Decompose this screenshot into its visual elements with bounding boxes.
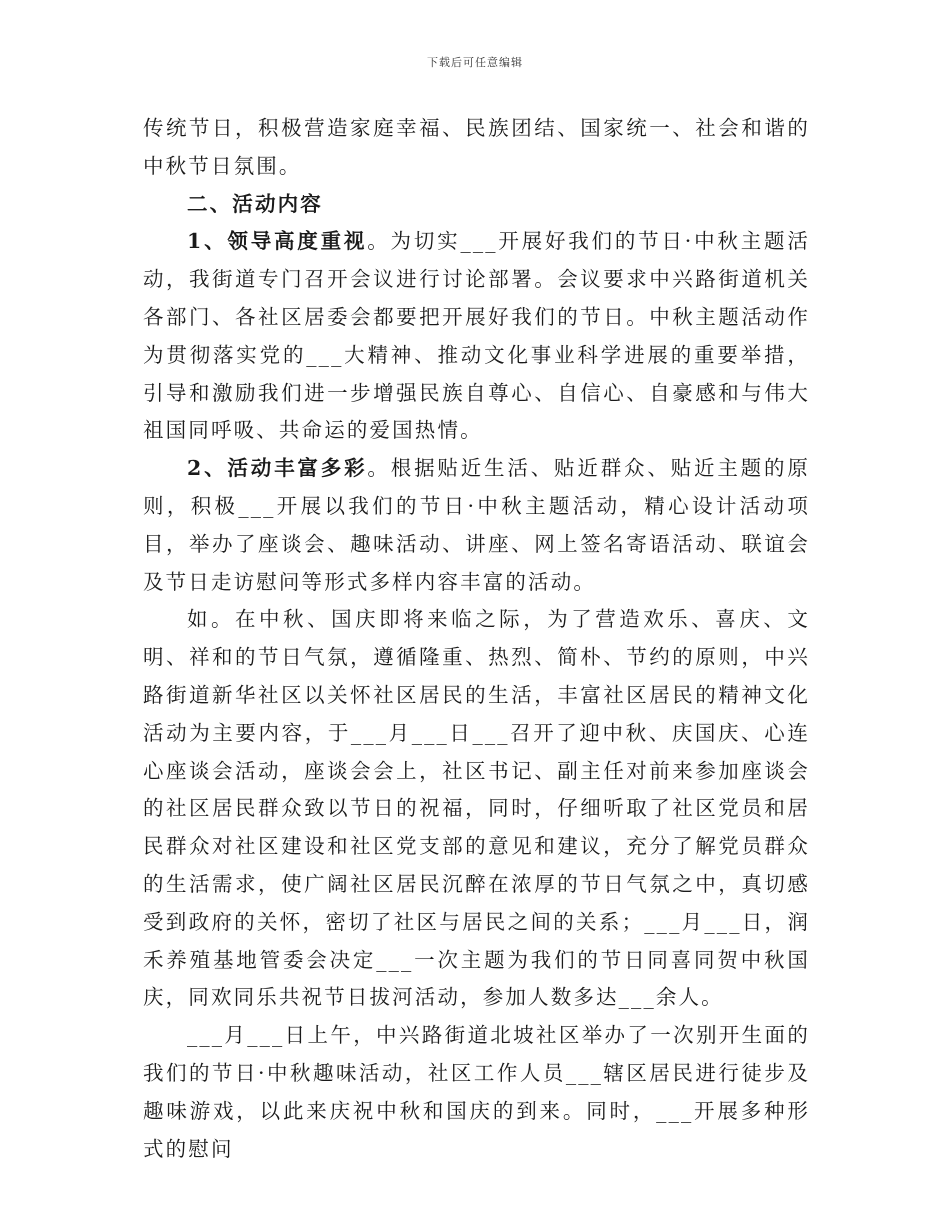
document-body — [143, 110, 810, 1168]
section-title-activity-content: 二、活动内容 — [187, 191, 323, 216]
paragraph-activities — [143, 450, 810, 601]
paragraph-continuation: 传统节日，积极营造家庭幸福、民族团结、国家统一、社会和谐的中秋节日氛围。 — [143, 116, 810, 178]
paragraph-leadership-lead: 1、领导高度重视 — [187, 229, 368, 254]
header-note: 下载后可任意编辑 — [427, 56, 523, 69]
paragraph-beipo: ___月___日上午，中兴路街道北坡社区举办了一次别开生面的我们的节日·中秋趣味活动，社区工作人员___辖区居民进行徒步及趣味游戏，以此来庆祝中秋和国庆的到来。同时，___开展多种形式的慰问 — [143, 1023, 810, 1161]
paragraph-leadership-text: 。为切实___开展好我们的节日·中秋主题活动，我街道专门召开会议进行讨论部署。会议要求中兴路街道机关各部门、各社区居委会都要把开展好我们的节日。中秋主题活动作为贯彻落实党的___大精神、推动文化事业科学进展的重要举措，引导和激励我们进一步增强民族自尊心、自信心、自豪感和与伟大祖国同呼吸、共命运的爱国热情。 — [143, 229, 810, 443]
paragraph-leadership — [143, 223, 810, 450]
paragraph-activities-lead: 2、活动丰富多彩 — [187, 456, 368, 481]
paragraph-activities-text: 。根据贴近生活、贴近群众、贴近主题的原则，积极___开展以我们的节日·中秋主题活动，精心设计活动项目，举办了座谈会、趣味活动、讲座、网上签名寄语活动、联谊会及节日走访慰问等形式多样内容丰富的活动。 — [143, 456, 810, 594]
paragraph-example: 如。在中秋、国庆即将来临之际，为了营造欢乐、喜庆、文明、祥和的节日气氛，遵循隆重、热烈、简朴、节约的原则，中兴路街道新华社区以关怀社区居民的生活，丰富社区居民的精神文化活动为主要内容，于___月___日___召开了迎中秋、庆国庆、心连心座谈会活动，座谈会会上，社区书记、副主任对前来参加座谈会的社区居民群众致以节日的祝福，同时，仔细听取了社区党员和居民群众对社区建设和社区党支部的意见和建议，充分了解党员群众的生活需求，使广阔社区居民沉醉在浓厚的节日气氛之中，真切感受到政府的关怀，密切了社区与居民之间的关系；___月___日，润禾养殖基地管委会决定___一次主题为我们的节日同喜同贺中秋国庆，同欢同乐共祝节日拔河活动，参加人数多达___余人。 — [143, 607, 810, 1010]
